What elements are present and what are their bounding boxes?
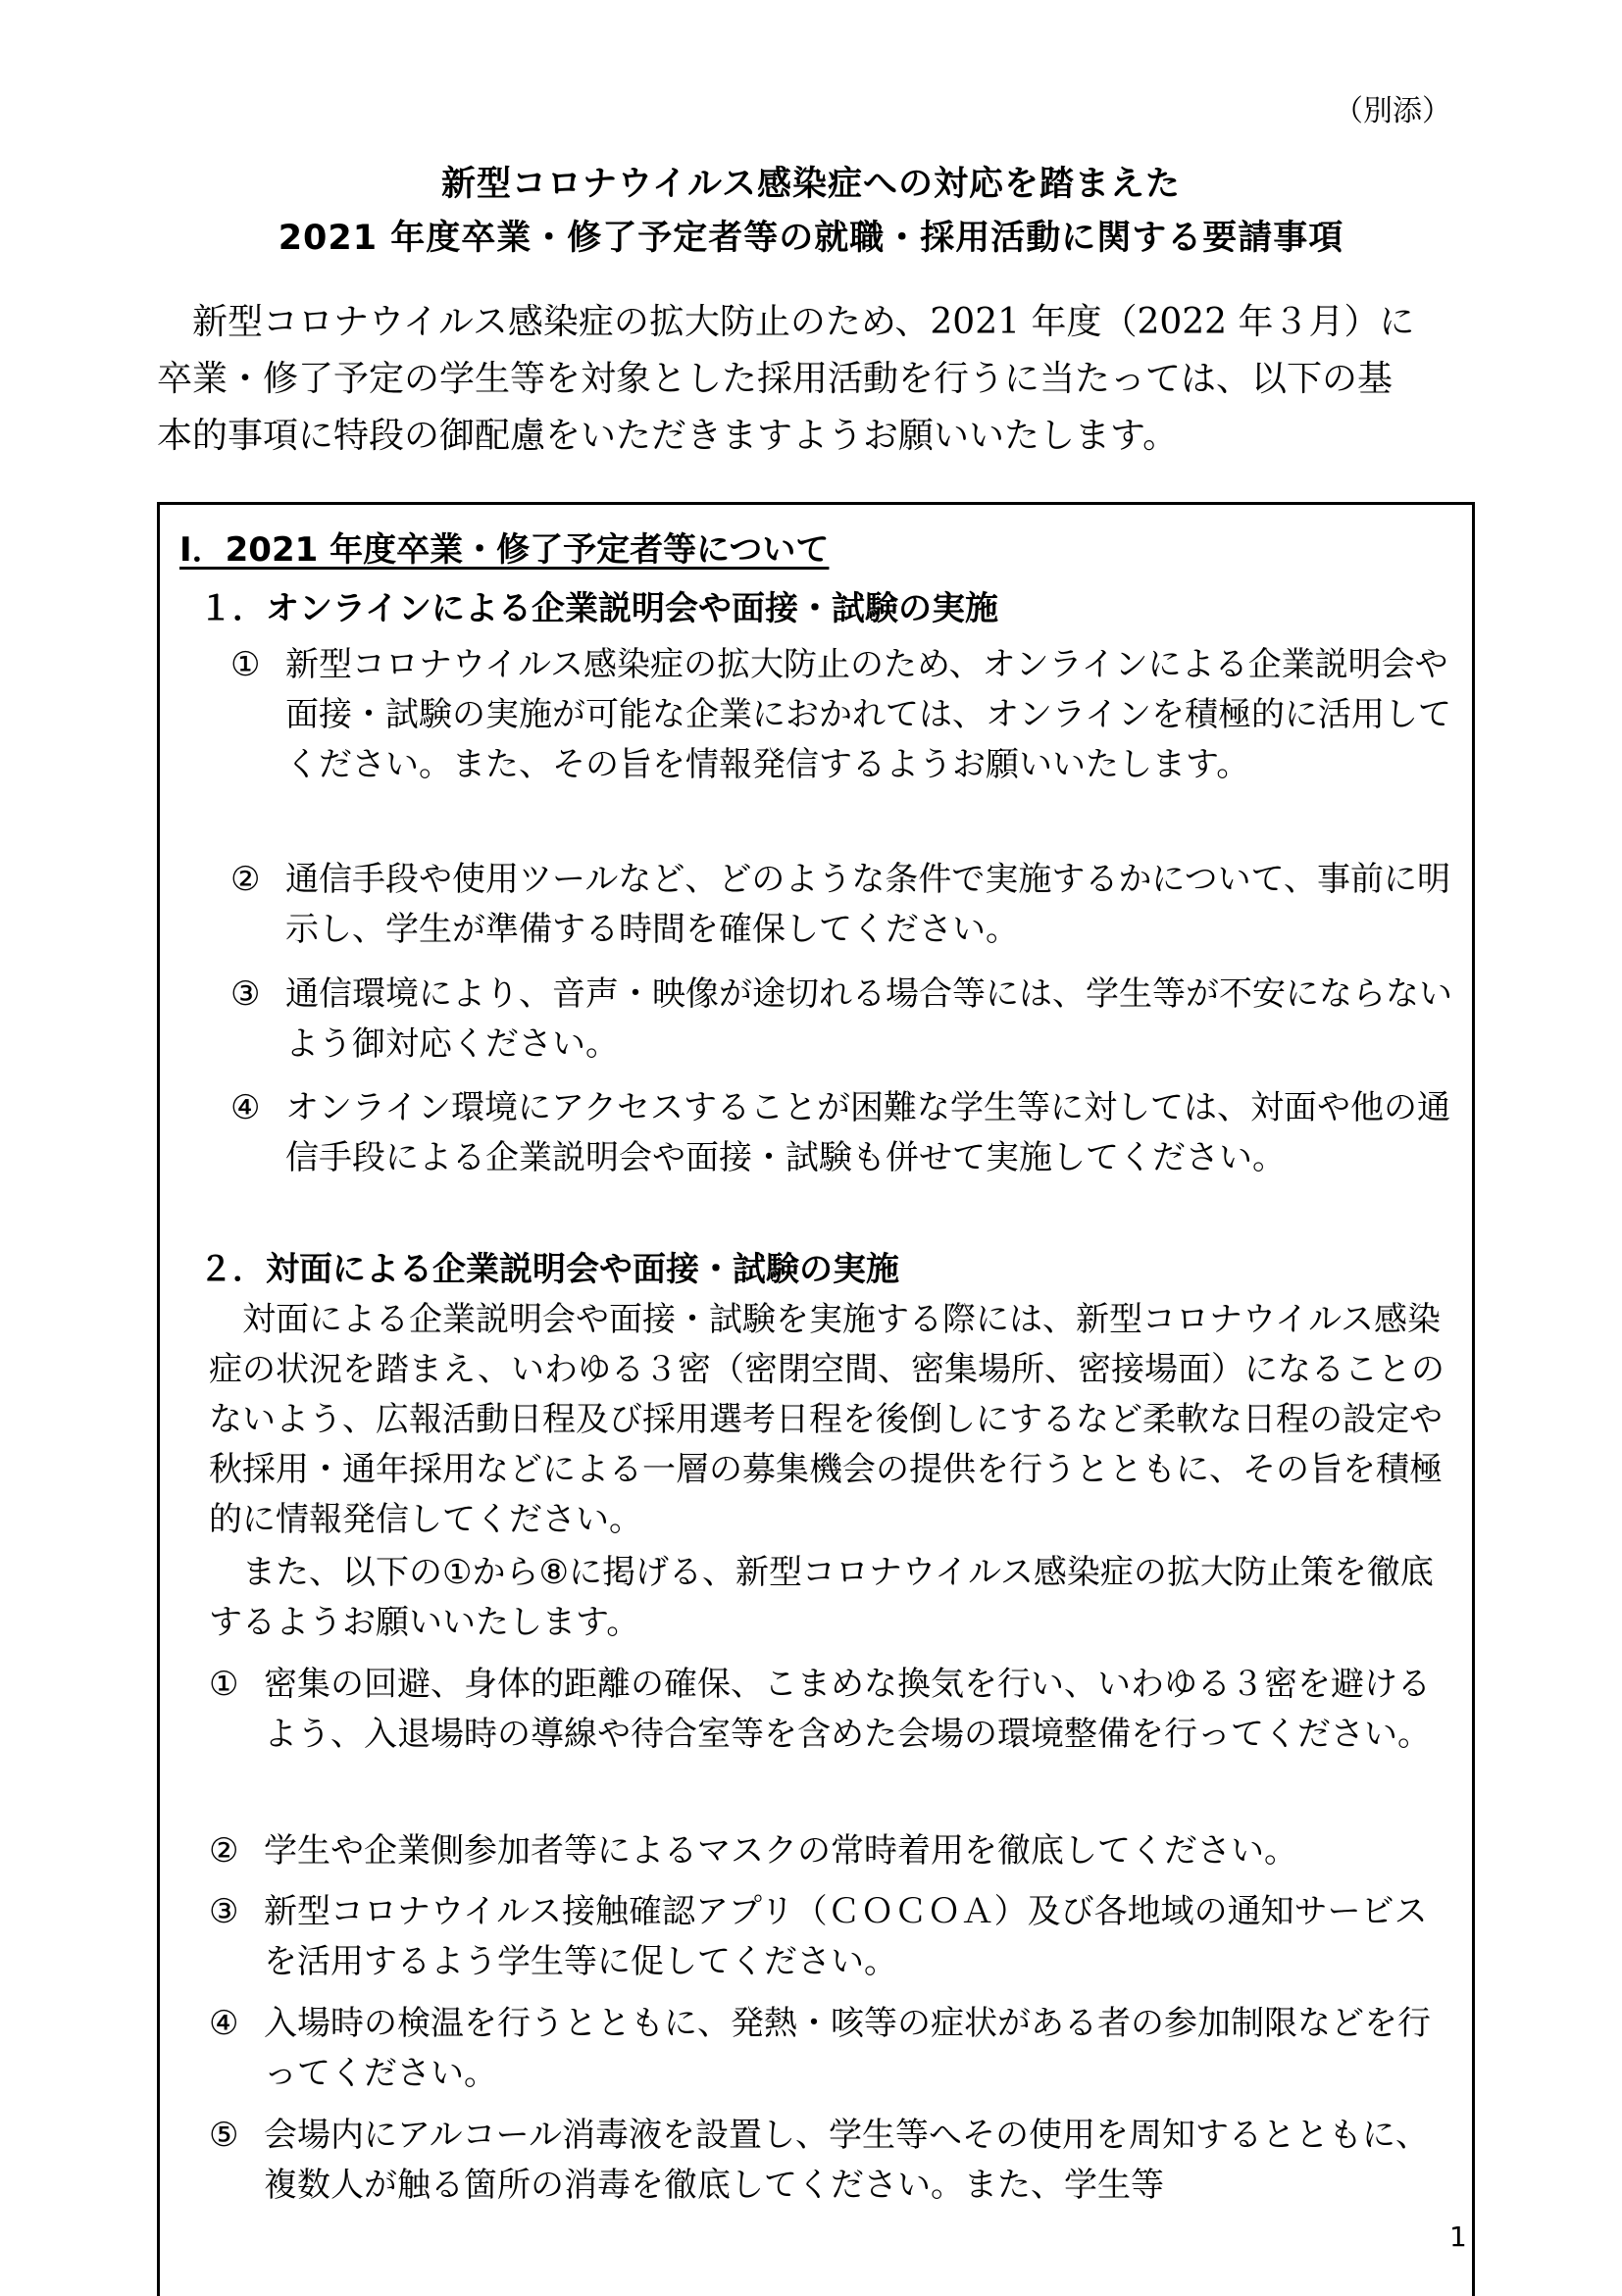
- item-text: 会場内にアルコール消毒液を設置し、学生等へその使用を周知するとともに、複数人が触る箇所の消毒を徹底してください。また、学生等: [264, 2116, 1429, 2205]
- item-number: ①: [209, 1665, 239, 1704]
- intro-paragraph: [157, 294, 1471, 465]
- list-item: [230, 640, 1456, 790]
- item-text: 通信手段や使用ツールなど、どのような条件で実施するかについて、事前に明示し、学生が準備する時間を確保してください。: [285, 860, 1450, 949]
- list-item: [209, 1826, 1460, 1876]
- item-text: 入場時の検温を行うとともに、発熱・咳等の症状がある者の参加制限などを行ってください。: [264, 2004, 1431, 2093]
- subsection-heading-online: １．オンラインによる企業説明会や面接・試験の実施: [199, 589, 998, 628]
- item-number: ①: [230, 645, 261, 684]
- list-item: [230, 855, 1456, 955]
- requirements-box: [157, 502, 1475, 2296]
- item-number: ④: [230, 1088, 261, 1127]
- item-text: 通信環境により、音声・映像が途切れる場合等には、学生等が不安にならないよう御対応ください。: [285, 974, 1452, 1064]
- item-text: 密集の回避、身体的距離の確保、こまめな換気を行い、いわゆる３密を避けるよう、入退場時の導線や待合室等を含めた会場の環境整備を行ってください。: [264, 1665, 1431, 1754]
- item-number: ②: [230, 860, 261, 899]
- body-paragraph: 対面による企業説明会や面接・試験を実施する際には、新型コロナウイルス感染症の状況を踏まえ、いわゆる３密（密閉空間、密集場所、密接場面）になることのないよう、広報活動日程及び採用選考日程を後倒しにするなど柔軟な日程の設定や秋採用・通年採用などによる一層の募集機会の提供を行うとともに、その旨を積極的に情報発信してください。: [209, 1300, 1445, 1539]
- list-item: [209, 1999, 1460, 2099]
- document-title-line2: 2021 年度卒業・修了予定者等の就職・採用活動に関する要請事項: [278, 219, 1344, 258]
- item-number: ⑤: [209, 2116, 239, 2155]
- list-item: [209, 1660, 1460, 1760]
- item-number: ③: [230, 974, 261, 1014]
- item-number: ③: [209, 1892, 239, 1931]
- subsection-heading-in-person: ２．対面による企業説明会や面接・試験の実施: [199, 1250, 899, 1289]
- intro-line: 新型コロナウイルス感染症の拡大防止のため、2021 年度（2022 年３月）に: [157, 302, 1415, 342]
- item-number: ④: [209, 2004, 239, 2043]
- intro-line: 卒業・修了予定の学生等を対象とした採用活動を行うに当たっては、以下の基: [157, 359, 1394, 399]
- body-paragraph: また、以下の①から⑧に掲げる、新型コロナウイルス感染症の拡大防止策を徹底するようお願いいたします。: [209, 1553, 1434, 1642]
- section-heading: Ⅰ．2021 年度卒業・修了予定者等について: [179, 530, 830, 570]
- list-item: [230, 970, 1456, 1070]
- annex-label: （別添）: [1334, 94, 1451, 128]
- document-title-line1: 新型コロナウイルス感染症への対応を踏まえた: [441, 165, 1181, 204]
- item-text: 新型コロナウイルス接触確認アプリ（ＣＯＣＯＡ）及び各地域の通知サービスを活用するよう学生等に促してください。: [264, 1892, 1428, 1981]
- list-item: [209, 1887, 1460, 1987]
- list-item: [209, 2111, 1460, 2211]
- page-number: 1: [1449, 2221, 1467, 2253]
- item-text: オンライン環境にアクセスすることが困難な学生等に対しては、対面や他の通信手段による企業説明会や面接・試験も併せて実施してください。: [285, 1088, 1450, 1177]
- intro-line: 本的事項に特段の御配慮をいただきますようお願いいたします。: [157, 416, 1179, 456]
- item-text: 新型コロナウイルス感染症の拡大防止のため、オンラインによる企業説明会や面接・試験の実施が可能な企業におかれては、オンラインを積極的に活用してください。また、その旨を情報発信するようお願いいたします。: [285, 645, 1451, 784]
- item-text: 学生や企業側参加者等によるマスクの常時着用を徹底してください。: [264, 1831, 1297, 1871]
- list-item: [230, 1083, 1456, 1183]
- item-number: ②: [209, 1831, 239, 1871]
